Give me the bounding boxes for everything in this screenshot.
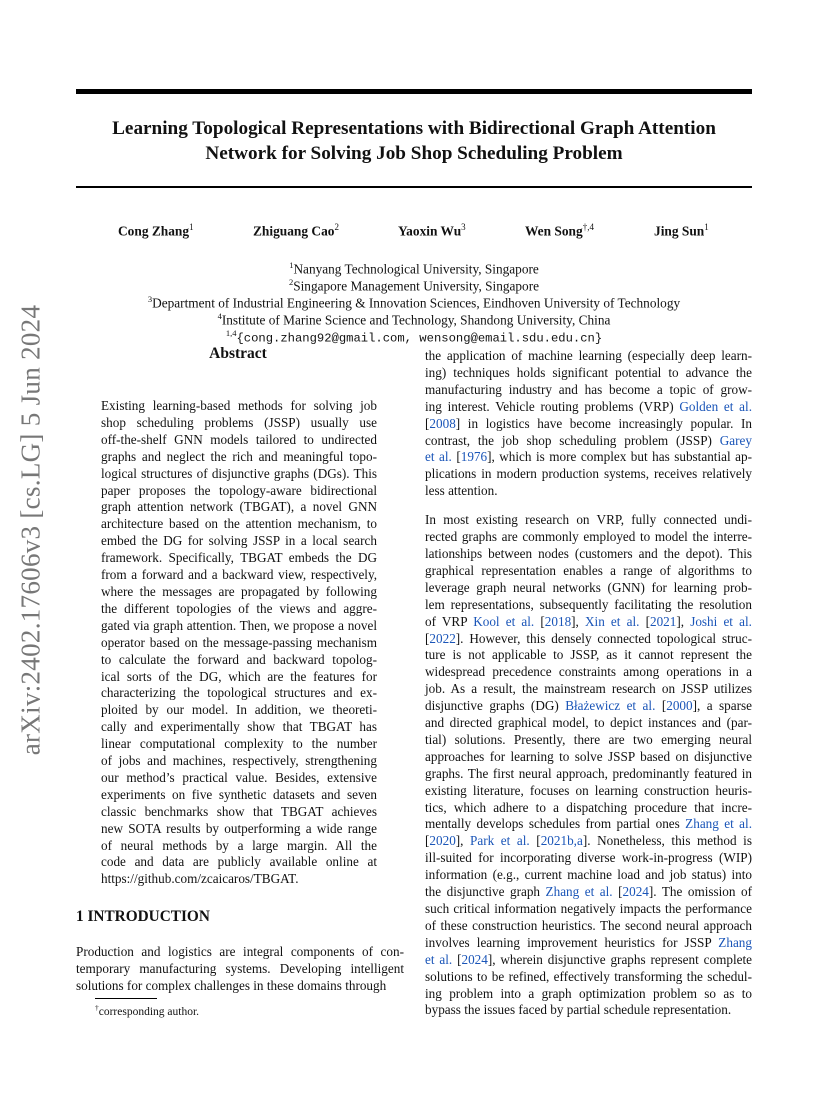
text-line: operator based on the message-passing mechanism xyxy=(101,634,377,650)
text-line xyxy=(425,647,752,664)
text-run: ]. The omission of xyxy=(648,884,752,900)
citation-link[interactable]: Joshi et al. xyxy=(690,613,752,629)
text-run: tics, which adhere to a dispatching procedure that incre- xyxy=(425,799,752,815)
text-line xyxy=(425,749,752,766)
text-line: architecture based on the attention mechanism, to xyxy=(101,516,377,532)
text-line: paper proposes the topology-aware bidirectional xyxy=(101,482,377,498)
text-run: bypass the issues faced by partial schedule representation. xyxy=(425,1002,732,1018)
intro-paragraph-1 xyxy=(425,348,752,500)
citation-link[interactable]: 2022 xyxy=(429,630,456,646)
right-column xyxy=(425,348,752,1031)
text-line: the different topologies of the views and aggre- xyxy=(101,600,377,616)
abstract-body xyxy=(101,398,377,888)
arxiv-sidebar xyxy=(10,304,52,756)
text-run: ], xyxy=(455,833,471,849)
text-run: [ xyxy=(451,449,461,465)
text-run: of these construction heuristics. The second neural approach xyxy=(425,917,752,933)
text-line: embed the DG for solving JSSP in a local search xyxy=(101,533,377,549)
text-line: code and data are publicly available online at xyxy=(101,854,377,870)
text-run: graphs. The first neural approach, predominantly featured in xyxy=(425,765,752,781)
text-line: new SOTA results by outperforming a wide range xyxy=(101,820,377,836)
text-line xyxy=(425,365,752,382)
text-run: ]. However, this densely connected topological struc- xyxy=(455,630,752,646)
citation-link[interactable]: 1976 xyxy=(460,449,488,465)
text-run: information (e.g., current machine load and job status) into xyxy=(425,867,752,883)
text-run: of VRP xyxy=(425,613,474,629)
text-line xyxy=(425,399,752,416)
text-line: ical sorts of the DG, which are the features for xyxy=(101,668,377,684)
citation-link[interactable]: et al. xyxy=(425,951,453,967)
text-run: lationships between nodes (customers and the depot). This xyxy=(425,545,752,561)
citation-link[interactable]: Zhang et al. xyxy=(545,884,613,900)
text-run: [ xyxy=(534,613,545,629)
text-line xyxy=(425,698,752,715)
text-line xyxy=(425,850,752,867)
text-run: ], wherein disjunctive graphs represent complete xyxy=(487,951,752,967)
text-run: ture is not applicable to JSSP, as it cannot represent the xyxy=(425,647,752,663)
author-wen-song: Wen Song$^{\dagger,4}$ xyxy=(525,222,594,239)
text-line xyxy=(425,614,752,631)
text-run: the disjunctive graph xyxy=(425,884,546,900)
title-line-1: Learning Topological Representations with Bidirectional Graph Attention xyxy=(112,118,716,139)
text-line: linear computational complexity to the number xyxy=(101,736,377,752)
citation-link[interactable]: 2024 xyxy=(461,951,488,967)
text-line xyxy=(425,382,752,399)
text-line: experiments on five synthetic datasets and seven xyxy=(101,786,377,802)
text-line: classic benchmarks show that TBGAT achieves xyxy=(101,803,377,819)
text-line xyxy=(425,512,752,529)
text-run: tial) solutions. Presently, there are two emerging neural xyxy=(425,731,752,747)
text-run: lem representations, subsequently facilitating the resolution xyxy=(425,596,752,612)
intro-paragraph-2 xyxy=(425,512,752,1019)
affiliation-4: $^4$Institute of Marine Science and Technology, Shandong University, China xyxy=(217,311,611,328)
text-run: rected graphs are commonly employed to model the interre- xyxy=(425,529,752,545)
citation-link[interactable]: 2008 xyxy=(429,415,456,431)
text-line xyxy=(425,563,752,580)
citation-link[interactable]: Zhang et al. xyxy=(685,816,752,832)
citation-link[interactable]: 2021b,a xyxy=(540,833,583,849)
text-run: such critical information negatively impacts the performance xyxy=(425,901,752,916)
text-line: cally and experimentally show that TBGAT has xyxy=(101,719,377,735)
citation-link[interactable]: 2021 xyxy=(649,613,677,629)
text-line xyxy=(425,783,752,800)
arxiv-identifier: arXiv:2402.17606v3 [cs.LG] 5 Jun 2024 xyxy=(15,304,46,756)
text-line xyxy=(425,597,752,614)
text-run: [ xyxy=(529,833,541,849)
text-line xyxy=(425,867,752,884)
text-line: graph attention network (TBGAT), a novel GNN xyxy=(101,499,377,515)
text-line xyxy=(425,800,752,817)
text-run: job. As a result, the mainstream research on JSSP utilizes xyxy=(425,681,752,697)
footnote-rule xyxy=(95,998,157,999)
text-line xyxy=(425,1002,752,1019)
text-line: Existing learning-based methods for solving job xyxy=(101,398,377,413)
text-run: [ xyxy=(425,415,430,431)
text-run: less attention. xyxy=(425,483,498,499)
citation-link[interactable]: Golden et al. xyxy=(679,398,752,414)
text-line xyxy=(425,681,752,698)
text-run: and directed graphical model, to depict instances and (par- xyxy=(425,715,752,731)
text-run: mentally develops schedules from partial ones xyxy=(425,816,686,832)
text-run: the application of machine learning (especially deep learn- xyxy=(425,348,752,363)
text-line: framework. Specifically, TBGAT embeds the DG xyxy=(101,550,377,566)
abstract-heading: Abstract xyxy=(209,345,267,362)
text-line: characterizing the topological structures and ex- xyxy=(101,685,377,701)
text-run: ill-suited for incorporating diverse work-in-progress (WIP) xyxy=(425,850,752,866)
citation-link[interactable]: Kool et al. xyxy=(473,613,535,629)
text-line xyxy=(425,449,752,466)
text-run: ], xyxy=(571,613,585,629)
text-run: ] in logistics have become increasingly popular. In xyxy=(455,415,752,431)
text-line: gated via graph attention. Then, we propose a novel xyxy=(101,617,377,633)
text-run: [ xyxy=(425,833,430,849)
author-jing-sun: Jing Sun$^1$ xyxy=(654,222,709,239)
text-run: ], which is more complex but has substantial ap- xyxy=(487,449,752,465)
text-line: off-the-shelf GNN models tailored to undirected xyxy=(101,431,377,447)
text-line: ploited by our model. In addition, we theoreti- xyxy=(101,702,377,718)
text-run: widespread precedence constraints among operations in a xyxy=(425,664,752,680)
citation-link[interactable]: Garey xyxy=(719,432,752,448)
text-line xyxy=(425,715,752,732)
text-run: leverage graph neural networks (GNN) for learning prob- xyxy=(425,579,752,595)
text-run: ing interest. Vehicle routing problems (VRP) xyxy=(425,398,680,414)
text-line xyxy=(425,766,752,783)
text-run: ], a sparse xyxy=(692,698,752,714)
text-run: graphical representation enables a range of algorithms to xyxy=(425,562,752,578)
text-line xyxy=(425,918,752,935)
text-line: https://github.com/zcaicaros/TBGAT. xyxy=(101,871,299,887)
text-line: shop scheduling problems (JSSP) usually use xyxy=(101,414,377,430)
text-run: In most existing research on VRP, fully connected undi- xyxy=(425,512,752,528)
text-line xyxy=(425,348,752,365)
text-run: [ xyxy=(655,698,667,714)
citation-link[interactable]: 2020 xyxy=(429,833,456,849)
text-run: plications in modern production systems, receives relatively xyxy=(425,466,752,482)
text-line: our method’s practical value. Besides, extensive xyxy=(101,769,377,785)
text-line xyxy=(425,580,752,597)
text-run: involves learning improvement heuristics for JSSP xyxy=(425,934,719,950)
citation-link[interactable]: Zhang xyxy=(718,934,752,950)
text-line: from a forward and a backward view, respectively, xyxy=(101,567,377,583)
text-line: to calculate the forward and backward topolog- xyxy=(101,651,377,667)
text-run: contrast, the job shop scheduling problem (JSSP) xyxy=(425,432,720,448)
text-line xyxy=(425,433,752,450)
text-line xyxy=(425,884,752,901)
text-line xyxy=(425,816,752,833)
introduction-body xyxy=(76,944,404,995)
text-run: [ xyxy=(425,630,430,646)
author-cong-zhang: Cong Zhang$^1$ xyxy=(118,222,194,239)
text-line: of neural methods by a large margin. All the xyxy=(101,837,377,853)
text-line xyxy=(425,483,752,500)
text-line: logical structures of disjunctive graphs (DGs). This xyxy=(101,465,377,481)
text-line xyxy=(425,546,752,563)
citation-link[interactable]: 2018 xyxy=(544,613,572,629)
text-line: temporary manufacturing systems. Developing intelligent xyxy=(76,960,404,976)
affiliation-2: $^2$Singapore Management University, Singapore xyxy=(288,277,540,294)
citation-link[interactable]: et al. xyxy=(425,449,452,465)
text-run: [ xyxy=(612,884,623,900)
text-run: existing literature, focuses on learning construction heuris- xyxy=(425,782,752,798)
author-yaoxin-wu: Yaoxin Wu$^3$ xyxy=(398,222,466,239)
author-zhiguang-cao: Zhiguang Cao$^2$ xyxy=(253,222,339,239)
text-line: Production and logistics are integral components of con- xyxy=(76,944,404,959)
introduction-heading: 1 INTRODUCTION xyxy=(76,908,210,925)
text-line xyxy=(425,952,752,969)
citation-link[interactable]: 2000 xyxy=(666,698,693,714)
text-line xyxy=(425,529,752,546)
text-line xyxy=(425,935,752,952)
title-top-rule xyxy=(76,89,752,94)
text-line xyxy=(425,466,752,483)
contact-emails: $^{1,4}${cong.zhang92@gmail.com, wensong@email.sdu.edu.cn} xyxy=(225,328,603,346)
text-line: where the messages are propagated by following xyxy=(101,583,377,599)
citation-link[interactable]: Xin et al. xyxy=(585,613,640,629)
footnote: †corresponding author. xyxy=(95,1003,200,1018)
title-line-2: Network for Solving Job Shop Scheduling Problem xyxy=(205,143,623,164)
text-run: disjunctive graphs (DG) xyxy=(425,698,566,714)
title-bottom-rule xyxy=(76,186,752,188)
text-line: solutions for complex challenges in these domains through xyxy=(76,977,387,993)
text-run: ]. Nonetheless, this method is xyxy=(582,833,752,849)
text-run: [ xyxy=(452,951,462,967)
text-run: [ xyxy=(639,613,650,629)
paper-title xyxy=(76,116,752,166)
text-run: approaches for learning to solve JSSP based on disjunctive xyxy=(425,748,752,764)
text-line xyxy=(425,969,752,986)
affiliation-3: $^3$Department of Industrial Engineering & Innovation Sciences, Eindhoven University of Technology xyxy=(147,294,681,311)
text-line xyxy=(425,664,752,681)
citation-link[interactable]: 2024 xyxy=(622,884,649,900)
text-line xyxy=(425,986,752,1003)
text-line xyxy=(425,631,752,648)
text-line xyxy=(425,732,752,749)
text-line: of jobs and machines, respectively, strengthening xyxy=(101,753,377,769)
citation-link[interactable]: Błażewicz et al. xyxy=(565,698,656,714)
text-run: ing) techniques holds significant potential to advance the xyxy=(425,364,752,380)
text-run: ing problem into a graph optimization problem so as to xyxy=(425,985,752,1001)
text-line xyxy=(425,901,752,918)
text-run: ], xyxy=(676,613,691,629)
text-run: solutions to be refined, effectively transforming the schedul- xyxy=(425,968,752,984)
citation-link[interactable]: Park et al. xyxy=(470,833,530,849)
affiliation-1: $^1$Nanyang Technological University, Singapore xyxy=(289,260,539,277)
text-run: manufacturing industry and has become a topic of grow- xyxy=(425,381,752,397)
text-line xyxy=(425,833,752,850)
text-line xyxy=(425,416,752,433)
text-line: graphs and neglect the rich and meaningful topo- xyxy=(101,448,377,464)
